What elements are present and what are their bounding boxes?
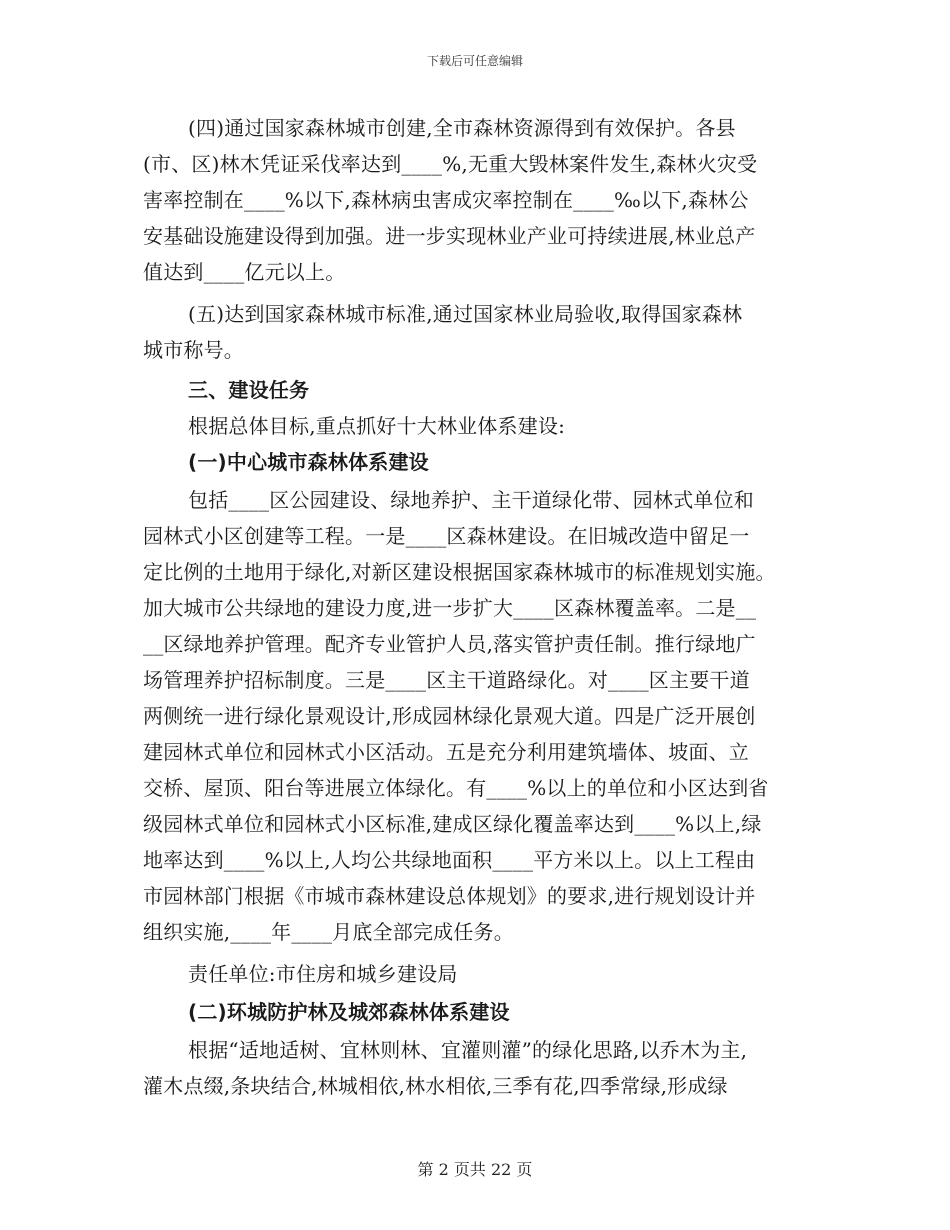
text-line: 定比例的土地用于绿化,对新区建设根据国家森林城市的标准规划实施。 <box>143 560 776 584</box>
page-header: 下载后可任意编辑 <box>426 54 523 68</box>
text-line: 灌木点缀,条块结合,林城相依,林水相依,三季有花,四季常绿,形成绿 <box>143 1074 728 1098</box>
text-line: (四)通过国家森林城市创建,全市森林资源得到有效保护。各县 <box>188 116 736 140</box>
text-line: 组织实施,____年____月底全部完成任务。 <box>143 920 514 944</box>
text-line: (五)达到国家森林城市标准,通过国家林业局验收,取得国家森林 <box>188 302 743 326</box>
text-line: 根据总体目标,重点抓好十大林业体系建设: <box>188 414 566 438</box>
text-line: 两侧统一进行绿化景观设计,形成园林绿化景观大道。四是广泛开展创 <box>143 704 756 728</box>
section-heading: 三、建设任务 <box>188 378 310 402</box>
page-footer: 第 2 页共 22 页 <box>417 1160 533 1179</box>
text-line: 园林式小区创建等工程。一是____区森林建设。在旧城改造中留足一 <box>143 524 750 548</box>
text-line: 市园林部门根据《市城市森林建设总体规划》的要求,进行规划设计并 <box>143 884 756 908</box>
text-line: 加大城市公共绿地的建设力度,进一步扩大____区森林覆盖率。二是__ <box>143 596 757 620</box>
text-line: 场管理养护招标制度。三是____区主干道路绿化。对____区主要干道 <box>143 668 750 692</box>
text-line: 安基础设施建设得到加强。进一步实现林业产业可持续进展,林业总产 <box>143 224 756 248</box>
subsection-heading: (二)环城防护林及城郊森林体系建设 <box>188 1000 510 1024</box>
text-line: 包括____区公园建设、绿地养护、主干道绿化带、园林式单位和 <box>188 488 754 512</box>
text-line: (市、区)林木凭证采伐率达到____%,无重大毁林案件发生,森林火灾受 <box>143 152 758 176</box>
text-line: 级园林式单位和园林式小区标准,建成区绿化覆盖率达到____%以上,绿 <box>143 812 762 836</box>
text-line: 值达到____亿元以上。 <box>143 260 346 284</box>
text-line: 城市称号。 <box>143 338 244 362</box>
text-line: 害率控制在____%以下,森林病虫害成灾率控制在____‰以下,森林公 <box>143 188 749 212</box>
subsection-heading: (一)中心城市森林体系建设 <box>188 450 429 474</box>
text-line: __区绿地养护管理。配齐专业管护人员,落实管护责任制。推行绿地广 <box>143 632 756 656</box>
text-line: 交桥、屋顶、阳台等进展立体绿化。有____%以上的单位和小区达到省 <box>143 776 769 800</box>
text-line: 建园林式单位和园林式小区活动。五是充分利用建筑墙体、坡面、立 <box>143 740 749 764</box>
text-line: 根据“适地适树、宜林则林、宜灌则灌”的绿化思路,以乔木为主, <box>188 1038 748 1062</box>
text-line: 责任单位:市住房和城乡建设局 <box>188 962 458 986</box>
text-line: 地率达到____%以上,人均公共绿地面积____平方米以上。以上工程由 <box>143 848 756 872</box>
